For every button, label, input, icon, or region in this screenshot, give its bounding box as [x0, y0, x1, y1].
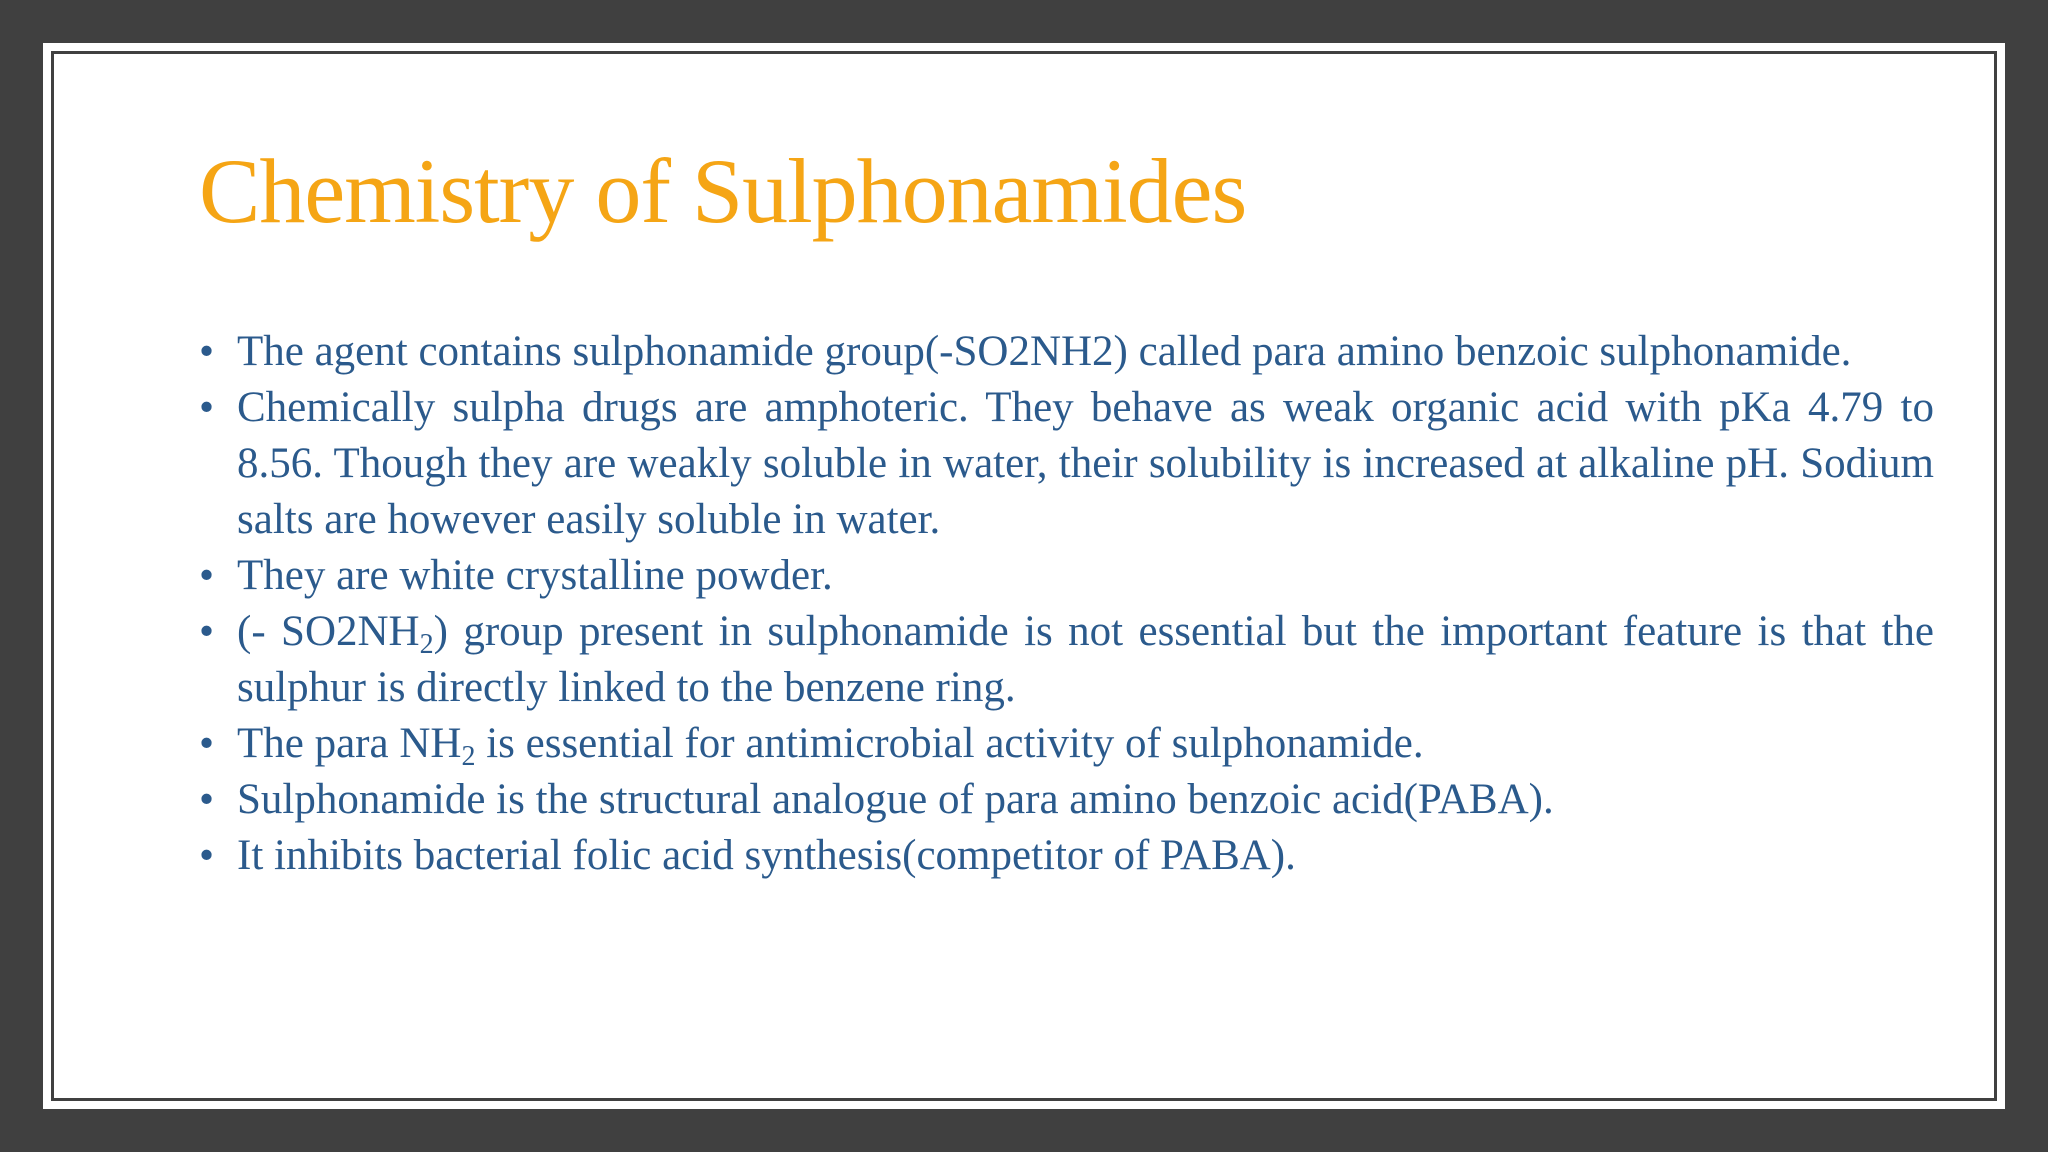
bullet-text: They are white crystalline powder.	[237, 552, 833, 599]
bullet-list	[199, 324, 1934, 884]
bullet-item	[199, 716, 1934, 772]
bullet-text: Sulphonamide is the structural analogue of para amino benzoic acid(PABA).	[237, 776, 1554, 823]
bullet-item	[199, 604, 1934, 716]
bullet-text: It inhibits bacterial folic acid synthesis(competitor of PABA).	[237, 832, 1296, 879]
bullet-dot-icon: •	[199, 384, 215, 431]
bullet-text-pre: (- SO2NH	[237, 608, 420, 655]
bullet-item	[199, 324, 1934, 380]
bullet-item	[199, 380, 1934, 548]
bullet-item	[199, 772, 1934, 828]
bullet-dot-icon: •	[199, 552, 215, 599]
subscript: 2	[419, 629, 434, 660]
bullet-item	[199, 548, 1934, 604]
bullet-dot-icon: •	[199, 328, 215, 375]
bullet-dot-icon: •	[199, 608, 215, 655]
bullet-dot-icon: •	[199, 832, 215, 879]
bullet-dot-icon: •	[199, 776, 215, 823]
subscript: 2	[461, 741, 476, 772]
bullet-text-post: is essential for antimicrobial activity of sulphonamide.	[475, 720, 1424, 767]
bullet-item	[199, 828, 1934, 884]
slide	[43, 43, 2005, 1109]
bullet-text-post: ) group present in sulphonamide is not essential but the important feature is that the sulphur is directly linked to the benzene ring.	[237, 608, 1934, 711]
bullet-text-pre: The para NH	[237, 720, 462, 767]
slide-title: Chemistry of Sulphonamides	[199, 140, 1247, 242]
bullet-text: Chemically sulpha drugs are amphoteric. They behave as weak organic acid with pKa 4.79 to 8.56. Though they are weakly soluble in water, their solubility is increased at alkaline pH. Sodium salts are however easily soluble in water.	[237, 384, 1934, 543]
bullet-dot-icon: •	[199, 720, 215, 767]
bullet-text: The agent contains sulphonamide group(-SO2NH2) called para amino benzoic sulphonamide.	[237, 328, 1852, 375]
